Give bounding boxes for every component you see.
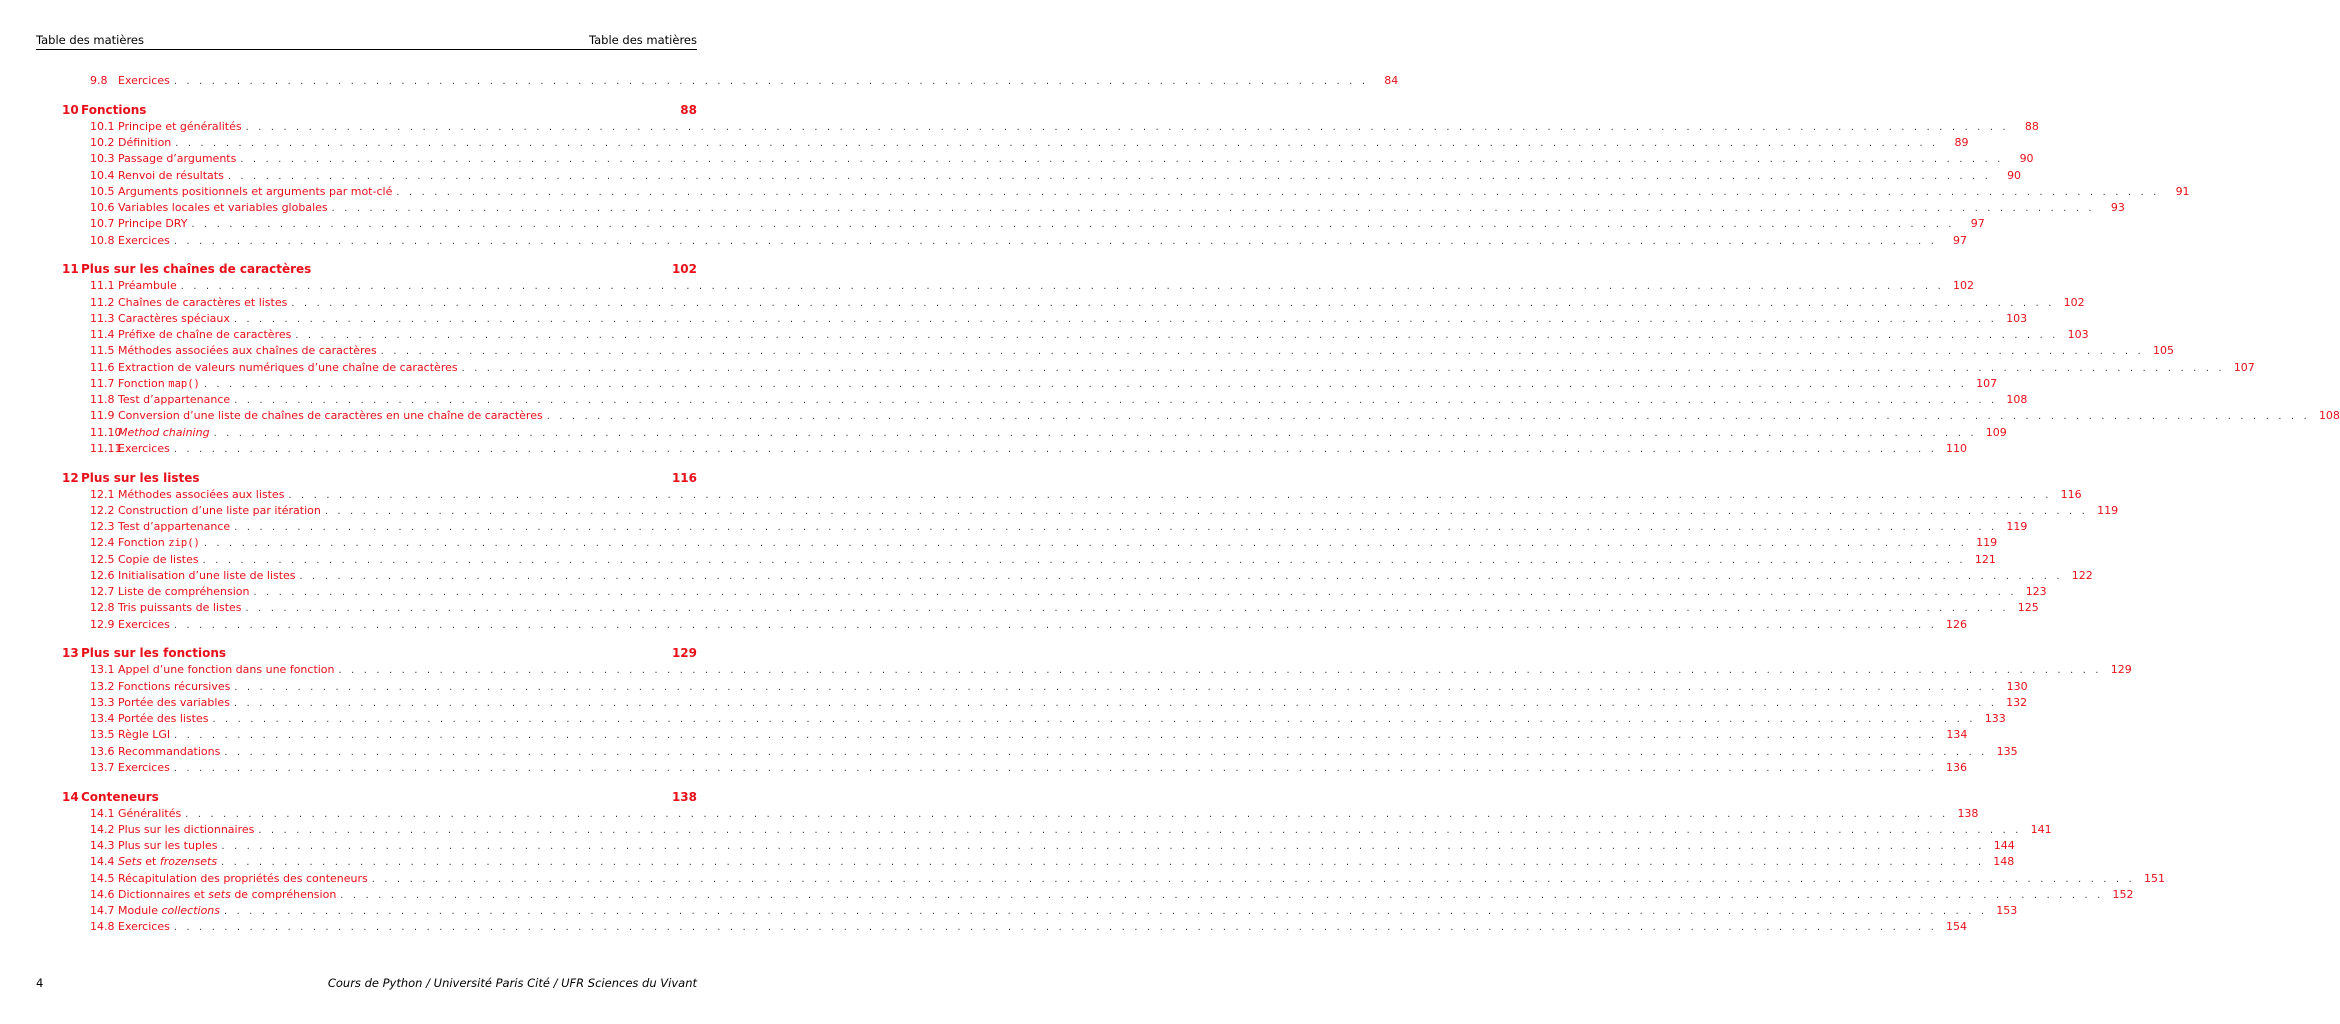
- toc-entry[interactable]: [62, 392, 2028, 408]
- toc-entry[interactable]: [62, 360, 2255, 376]
- toc-entry-page: 123: [2025, 585, 2047, 598]
- toc-leader-dots: . . . . . . . . . . . . . . . . . . . . . . . . . . . . . . . . . . . . . . . . . . . . . . . . . . . . . . . . . . . . . . . . . . . . . . . . . . . . . . . . . . . . . . . . . . . . . . . . . . . . . . . . . . . . . . . . . . . . . . . . . . . . . . . . . . . . . . . . . . . .: [245, 121, 2009, 133]
- toc-entry-number: 12.5: [90, 552, 115, 566]
- toc-entry-title-text: Principe et généralités: [118, 119, 242, 133]
- toc-entry-number: 13.6: [90, 744, 115, 758]
- toc-leader-dots: . . . . . . . . . . . . . . . . . . . . . . . . . . . . . . . . . . . . . . . . . . . . . . . . . . . . . . . . . . . . . . . . . . . . . . . . . . . . . . . . . . . . . . . . . . . . . . . . . . . . . . . . . . . . . . . . . . . . . . . . . . . . . . . . . . . . . . . . . . . .: [173, 619, 1938, 631]
- toc-entry-title: [118, 376, 200, 392]
- toc-leader-dots: . . . . . . . . . . . . . . . . . . . . . . . . . . . . . . . . . . . . . . . . . . . . . . . . . . . . . . . . . . . . . . . . . . . . . . . . . . . . . . . . . . . . . . . . . . . . . . . . . . . . . . . . . . . . . . . . . . . . . . . . . . . . . . . . . . . . . . . . . . . .: [331, 203, 2095, 214]
- toc-entry-title-text: Copie de listes: [118, 552, 199, 566]
- toc-leader-dots: . . . . . . . . . . . . . . . . . . . . . . . . . . . . . . . . . . . . . . . . . . . . . . . . . . . . . . . . . . . . . . . . . . . . . . . . . . . . . . . . . . . . . . . . . . . . . . . . . . . . . . . . . . . . . . . . . . . . . . . . . . . . . . . . . . . . . . . . . . . .: [461, 362, 2225, 374]
- toc-leader-dots: . . . . . . . . . . . . . . . . . . . . . . . . . . . . . . . . . . . . . . . . . . . . . . . . . . . . . . . . . . . . . . . . . . . . . . . . . . . . . . . . . . . . . . . . . . . . . . . . . . . . . . . . . . . . . . . . . . . . . . . . . . . . . . . . . . . . . . . . . . . .: [258, 824, 2022, 836]
- toc-leader-dots: . . . . . . . . . . . . . . . . . . . . . . . . . . . . . . . . . . . . . . . . . . . . . . . . . . . . . . . . . . . . . . . . . . . . . . . . . . . . . . . . . . . . . . . . . . . . . . . . . . . . . . . . . . . . . . . . . . . . . . . . . . . . . . . . . . . . . . . . . . . .: [245, 603, 2009, 615]
- toc-chapter-title: Plus sur les listes: [81, 470, 200, 485]
- toc-entry-title: [118, 441, 170, 457]
- toc-entry-title-text: Test d’appartenance: [118, 393, 231, 406]
- toc-leader-dots: . . . . . . . . . . . . . . . . . . . . . . . . . . . . . . . . . . . . . . . . . . . . . . . . . . . . . . . . . . . . . . . . . . . . . . . . . . . . . . . . . . . . . . . . . . . . . . . . . . . . . . . . . . . . . . . . . . . . . . . . . . . . . . . . . . . . . . . . . . . .: [180, 281, 1944, 293]
- toc-entry-page: 90: [2007, 168, 2022, 182]
- toc-entry-title: [118, 535, 200, 551]
- toc-leader-dots: . . . . . . . . . . . . . . . . . . . . . . . . . . . . . . . . . . . . . . . . . . . . . . . . . . . . . . . . . . . . . . . . . . . . . . . . . . . . . . . . . . . . . . . . . . . . . . . . . . . . . . . . . . . . . . . . . . . . . . . . . . . . . . . . . . . . . . . . . . . .: [221, 841, 1985, 852]
- toc-leader-dots: . . . . . . . . . . . . . . . . . . . . . . . . . . . . . . . . . . . . . . . . . . . . . . . . . . . . . . . . . . . . . . . . . . . . . . . . . . . . . . . . . . . . . . . . . . . . . . . . . . . . . . . . . . . . . . . . . . . . . . . . . . . . . . . . . . . . . . . . . . . .: [175, 138, 1939, 149]
- toc-entry-title-text: Portée des listes: [118, 712, 209, 725]
- toc-entry[interactable]: [62, 695, 2028, 711]
- toc-entry-page: 102: [1952, 279, 1974, 293]
- toc-leader-dots: . . . . . . . . . . . . . . . . . . . . . . . . . . . . . . . . . . . . . . . . . . . . . . . . . . . . . . . . . . . . . . . . . . . . . . . . . . . . . . . . . . . . . . . . . . . . . . . . . . . . . . . . . . . . . . . . . . . . . . . . . . . . . . . . . . . . . . . . . . . .: [224, 746, 1988, 758]
- toc-leader-dots: . . . . . . . . . . . . . . . . . . . . . . . . . . . . . . . . . . . . . . . . . . . . . . . . . . . . . . . . . . . . . . . . . . . . . . . . . . . . . . . . . . . . . . . . . . . . . . . . . . . . . . . . . . . . . . . . . . . . . . . . . . . . . . . . . . . . . . . . . . . .: [173, 922, 1938, 934]
- toc-leader-dots: . . . . . . . . . . . . . . . . . . . . . . . . . . . . . . . . . . . . . . . . . . . . . . . . . . . . . . . . . . . . . . . . . . . . . . . . . . . . . . . . . . . . . . . . . . . . . . . . . . . . . . . . . . . . . . . . . . . . . . . . . . . . . . . . . . . . . . . . . . . .: [324, 505, 2089, 517]
- toc-entry-title-text: Passage d’arguments: [118, 152, 237, 166]
- toc-entry-title-text: Fonction: [118, 536, 169, 550]
- toc-entry-number: 13.5: [90, 728, 115, 742]
- toc-entry-page: 103: [2067, 328, 2089, 341]
- toc-entry-title-text: Méthodes associées aux listes: [118, 487, 285, 501]
- toc-entry-title: [118, 552, 199, 568]
- toc-entry-title: [118, 392, 230, 408]
- toc-chapter-title: Plus sur les fonctions: [81, 646, 227, 661]
- toc-entry-number: 10.8: [90, 233, 115, 247]
- toc-entry-page: 122: [2071, 568, 2093, 582]
- toc-entry[interactable]: [62, 278, 1974, 294]
- toc-entry-title-text: Exercices: [118, 441, 170, 455]
- toc-chapter-page: 116: [671, 470, 697, 485]
- toc-entry-page: 84: [1384, 74, 1399, 87]
- toc-leader-dots: . . . . . . . . . . . . . . . . . . . . . . . . . . . . . . . . . . . . . . . . . . . . . . . . . . . . . . . . . . . . . . . . . . . . . . . . . . . . . . . . . . . . . . . . . . . . . . . . . . . . . . . . . . . . . . . . . . . . . . . . . . . . . . . . . . . . . . . . . . . .: [295, 330, 2059, 341]
- toc-entry-page: 134: [1946, 728, 1968, 742]
- toc-entry-number: 12.1: [90, 487, 115, 501]
- toc-entry-number: 11.10: [90, 425, 122, 439]
- toc-entry-title: [118, 919, 170, 935]
- toc-leader-dots: . . . . . . . . . . . . . . . . . . . . . . . . . . . . . . . . . . . . . . . . . . . . . . . . . . . . . . . . . . . . . . . . . . . . . . . . . . . . . . . . . . . . . . . . . . . . . . . . . . . . . . . . . . . . . . . . . . . . . . . . . . . . . . . . . . . . . . . . . . . .: [240, 154, 2004, 166]
- toc-entry-page: 129: [2110, 663, 2132, 677]
- toc-entry-title: [118, 200, 328, 216]
- toc-entry-page: 148: [1993, 855, 2015, 869]
- toc-entry-page: 119: [1976, 536, 1998, 550]
- toc-entry-title-text: Conversion d’une liste de chaînes de caractères en une chaîne de caractères: [118, 409, 543, 423]
- toc-entry-page: 121: [1974, 552, 1996, 566]
- toc-entry-title-text: Caractères spéciaux: [118, 311, 230, 325]
- toc-entry-number: 14.3: [90, 839, 115, 852]
- toc-chapter-number: 12: [62, 470, 79, 485]
- toc-entry-title: [118, 838, 217, 854]
- toc-entry[interactable]: [62, 662, 2132, 678]
- toc-entry-title: [118, 311, 230, 327]
- toc-entry-number: 12.4: [90, 536, 115, 550]
- toc-entry-title: [118, 568, 296, 584]
- toc-entry-page: 110: [1946, 441, 1968, 455]
- toc-leader-dots: . . . . . . . . . . . . . . . . . . . . . . . . . . . . . . . . . . . . . . . . . . . . . . . . . . . . . . . . . . . . . . . . . . . . . . . . . . . . . . . . . . . . . . . . . . . . . . . . . . . . . . . . . . . . . . . . . . . . . . . . . . . . . . . . . . . . . . . . . . . .: [203, 538, 1968, 550]
- toc-entry-title-text: Préambule: [118, 279, 177, 293]
- toc-entry[interactable]: [62, 519, 2028, 535]
- toc-entry-number: 11.2: [90, 295, 115, 309]
- toc-entry-page: 119: [2097, 503, 2119, 517]
- toc-entry[interactable]: [62, 487, 2082, 503]
- toc-entry-page: 93: [2110, 201, 2125, 214]
- toc-entry-page: 154: [1946, 920, 1968, 934]
- footer-page-number: 4: [36, 976, 44, 990]
- toc-entry-title: [118, 662, 335, 678]
- toc-entry-title: [118, 711, 208, 727]
- toc-entry-number: 12.2: [90, 503, 115, 517]
- toc-leader-dots: . . . . . . . . . . . . . . . . . . . . . . . . . . . . . . . . . . . . . . . . . . . . . . . . . . . . . . . . . . . . . . . . . . . . . . . . . . . . . . . . . . . . . . . . . . . . . . . . . . . . . . . . . . . . . . . . . . . . . . . . . . . . . . . . . . . . . . . . . . . .: [234, 681, 1998, 693]
- toc-leader-dots: . . . . . . . . . . . . . . . . . . . . . . . . . . . . . . . . . . . . . . . . . . . . . . . . . . . . . . . . . . . . . . . . . . . . . . . . . . . . . . . . . . . . . . . . . . . . . . . . . . . . . . . . . . . . . . . . . . . . . . . . . . . . . . . . . . . . . . . . . . . .: [174, 730, 1938, 742]
- toc-entry-page: 103: [2006, 311, 2028, 325]
- toc-entry[interactable]: [62, 327, 2089, 343]
- toc-entry-number: 14.7: [90, 904, 115, 917]
- toc-entry-number: 12.6: [90, 568, 115, 582]
- toc-entry-title: [118, 408, 543, 424]
- toc-entry-number: 14.2: [90, 822, 115, 836]
- toc-entry-title: [118, 487, 284, 503]
- toc-entry[interactable]: [62, 408, 2340, 424]
- toc-entry-title: [118, 327, 291, 343]
- toc-chapter-page: 138: [671, 789, 697, 804]
- toc-leader-dots: . . . . . . . . . . . . . . . . . . . . . . . . . . . . . . . . . . . . . . . . . . . . . . . . . . . . . . . . . . . . . . . . . . . . . . . . . . . . . . . . . . . . . . . . . . . . . . . . . . . . . . . . . . . . . . . . . . . . . . . . . . . . . . . . . . . . . . . . . . . .: [371, 873, 2135, 885]
- toc-leader-dots: . . . . . . . . . . . . . . . . . . . . . . . . . . . . . . . . . . . . . . . . . . . . . . . . . . . . . . . . . . . . . . . . . . . . . . . . . . . . . . . . . . . . . . . . . . . . . . . . . . . . . . . . . . . . . . . . . . . . . . . . . . . . . . . . . . . . . . . . . . . .: [202, 554, 1966, 566]
- toc-entry-title-text: Fonction: [118, 376, 169, 390]
- toc-leader-dots: . . . . . . . . . . . . . . . . . . . . . . . . . . . . . . . . . . . . . . . . . . . . . . . . . . . . . . . . . . . . . . . . . . . . . . . . . . . . . . . . . . . . . . . . . . . . . . . . . . . . . . . . . . . . . . . . . . . . . . . . . . . . . . . . . . . . . . . . . . . .: [338, 665, 2102, 677]
- toc-entry-title: [118, 584, 249, 600]
- toc-entry[interactable]: [62, 744, 2018, 760]
- toc-entry-page: 88: [2024, 119, 2039, 133]
- toc-entry-page: 116: [2060, 487, 2082, 501]
- toc-leader-dots: . . . . . . . . . . . . . . . . . . . . . . . . . . . . . . . . . . . . . . . . . . . . . . . . . . . . . . . . . . . . . . . . . . . . . . . . . . . . . . . . . . . . . . . . . . . . . . . . . . . . . . . . . . . . . . . . . . . . . . . . . . . . . . . . . . . . . . . . . . . .: [191, 219, 1955, 231]
- toc-entry-page: 91: [2175, 184, 2190, 198]
- toc-entry-number: 11.8: [90, 393, 115, 406]
- toc-entry[interactable]: [62, 233, 1968, 249]
- toc-entry-page: 108: [2318, 409, 2340, 423]
- toc-entry[interactable]: [62, 617, 1968, 633]
- toc-entry-title-text: Variables locales et variables globales: [118, 201, 328, 214]
- toc-entry-page: 89: [1954, 136, 1969, 149]
- toc-entry-number: 14.6: [90, 887, 115, 901]
- toc-entry-title-text: Exercices: [118, 233, 170, 247]
- toc-chapter-title: Plus sur les chaînes de caractères: [81, 262, 312, 277]
- toc-chapter-page: 129: [671, 646, 697, 661]
- toc-entry-title-text: Préfixe de chaîne de caractères: [118, 328, 292, 341]
- toc-entry-number: 11.1: [90, 279, 115, 293]
- toc-entry[interactable]: [62, 425, 2007, 441]
- toc-leader-dots: . . . . . . . . . . . . . . . . . . . . . . . . . . . . . . . . . . . . . . . . . . . . . . . . . . . . . . . . . . . . . . . . . . . . . . . . . . . . . . . . . . . . . . . . . . . . . . . . . . . . . . . . . . . . . . . . . . . . . . . . . . . . . . . . . . . . . . . . . . . .: [203, 378, 1968, 390]
- toc-entry-title-text: Exercices: [118, 920, 170, 934]
- toc-entry-title-text: Initialisation d’une liste de listes: [118, 568, 296, 582]
- toc-entry-number: 12.3: [90, 520, 115, 533]
- toc-entry[interactable]: [62, 568, 2093, 584]
- toc-entry[interactable]: [62, 135, 1969, 151]
- toc-leader-dots: . . . . . . . . . . . . . . . . . . . . . . . . . . . . . . . . . . . . . . . . . . . . . . . . . . . . . . . . . . . . . . . . . . . . . . . . . . . . . . . . . . . . . . . . . . . . . . . . . . . . . . . . . . . . . . . . . . . . . . . . . . . . . . . . . . . . . . . . . . . .: [173, 443, 1938, 455]
- toc-entry[interactable]: [62, 806, 1979, 822]
- toc-entry-title-text: Renvoi de résultats: [118, 168, 224, 182]
- toc-entry-number: 11.5: [90, 344, 115, 358]
- toc-entry-title: [118, 617, 170, 633]
- toc-entry-page: 105: [2152, 344, 2174, 358]
- toc-entry-number: 12.9: [90, 617, 115, 631]
- toc-chapter[interactable]: [62, 789, 697, 806]
- toc-entry-title-text: Method chaining: [118, 425, 210, 439]
- toc-entry-title-text: Arguments positionnels et arguments par mot-clé: [118, 184, 393, 198]
- toc-entry-title: [118, 695, 230, 711]
- toc-entry-title: [118, 425, 210, 441]
- toc-entry-number: 10.3: [90, 152, 115, 166]
- toc-entry-title-text: Méthodes associées aux chaînes de caractères: [118, 344, 377, 358]
- toc-chapter-number: 14: [62, 789, 79, 804]
- footer-course-title: Cours de Python / Université Paris Cité / UFR Sciences du Vivant: [327, 976, 697, 990]
- toc-entry-title: [118, 216, 187, 232]
- toc-entry-page: 141: [2030, 822, 2052, 836]
- toc-entry-page: 107: [2233, 360, 2255, 374]
- toc-entry-number: 11.3: [90, 311, 115, 325]
- toc-entry-number: 10.4: [90, 168, 115, 182]
- toc-entry-number: 10.2: [90, 136, 115, 149]
- toc-leader-dots: . . . . . . . . . . . . . . . . . . . . . . . . . . . . . . . . . . . . . . . . . . . . . . . . . . . . . . . . . . . . . . . . . . . . . . . . . . . . . . . . . . . . . . . . . . . . . . . . . . . . . . . . . . . . . . . . . . . . . . . . . . . . . . . . . . . . . . . . . . . .: [291, 297, 2055, 309]
- toc-entry-title: [118, 151, 236, 167]
- toc-entry-page: 138: [1957, 806, 1979, 820]
- toc-entry-title-text: Fonctions récursives: [118, 679, 231, 693]
- toc-entry[interactable]: [62, 887, 2134, 903]
- toc-entry-number: 9.8: [90, 74, 108, 87]
- toc-entry-title-text: Principe DRY: [118, 217, 188, 231]
- toc-entry-title-text: Récapitulation des propriétés des conteneurs: [118, 871, 368, 885]
- toc-entry-number: 10.1: [90, 119, 115, 133]
- toc-entry-title-part: Module: [118, 904, 162, 917]
- toc-chapter-number: 13: [62, 646, 79, 661]
- toc-leader-dots: . . . . . . . . . . . . . . . . . . . . . . . . . . . . . . . . . . . . . . . . . . . . . . . . . . . . . . . . . . . . . . . . . . . . . . . . . . . . . . . . . . . . . . . . . . . . . . . . . . . . . . . . . . . . . . . . . . . . . . . . . . . . . . . . . . . . . . . . . . . .: [546, 411, 2310, 423]
- toc-entry[interactable]: [62, 200, 2125, 216]
- toc-entry[interactable]: [62, 822, 2052, 838]
- toc-leader-dots: . . . . . . . . . . . . . . . . . . . . . . . . . . . . . . . . . . . . . . . . . . . . . . . . . . . . . . . . . . . . . . . . . . . . . . . . . . . . . . . . . . . . . . . . . . . . . . . . . . . . . . . . . . . . . . . . . . . . . . . . . . . . . . . . . . . . . . . . . . . .: [234, 522, 1998, 533]
- toc-entry-title: [118, 871, 368, 887]
- toc-entry-title-text: Construction d’une liste par itération: [118, 503, 321, 517]
- toc-entry[interactable]: [62, 919, 1968, 935]
- toc-entry-page: 108: [2006, 393, 2028, 406]
- toc-entry-number: 10.7: [90, 217, 115, 231]
- toc-entry-number: 13.7: [90, 760, 115, 774]
- toc-leader-dots: . . . . . . . . . . . . . . . . . . . . . . . . . . . . . . . . . . . . . . . . . . . . . . . . . . . . . . . . . . . . . . . . . . . . . . . . . . . . . . . . . . . . . . . . . . . . . . . . . . . . . . . . . . . . . . . . . . . . . . . . . . . . . . . . . . . . . . . . . . . .: [185, 808, 1949, 820]
- toc-entry-title: [118, 503, 321, 519]
- toc-entry-title-text: Appel d’une fonction dans une fonction: [118, 663, 335, 677]
- toc-entry-page: 102: [2063, 295, 2085, 309]
- toc-chapter-page: 102: [671, 262, 697, 277]
- toc-entry-title: [118, 854, 217, 870]
- toc-entry-page: 119: [2006, 520, 2028, 533]
- toc-entry[interactable]: [62, 760, 1968, 776]
- toc-entry-page: 130: [2006, 679, 2028, 693]
- toc-leader-dots: . . . . . . . . . . . . . . . . . . . . . . . . . . . . . . . . . . . . . . . . . . . . . . . . . . . . . . . . . . . . . . . . . . . . . . . . . . . . . . . . . . . . . . . . . . . . . . . . . . . . . . . . . . . . . . . . . . . . . . . . . . . . . . . . . . . . . . . . . . . .: [224, 906, 1988, 917]
- toc-entry-title-text: Exercices: [118, 617, 170, 631]
- toc-entry-title: [118, 887, 336, 903]
- toc-entry-9-8[interactable]: [62, 73, 1399, 89]
- toc-leader-dots: . . . . . . . . . . . . . . . . . . . . . . . . . . . . . . . . . . . . . . . . . . . . . . . . . . . . . . . . . . . . . . . . . . . . . . . . . . . . . . . . . . . . . . . . . . . . . . . . . . . . . . . . . . . . . . . . . . . . . . . . . . . . . . . . . . . . . . . . . . . .: [234, 395, 1998, 406]
- header-right: Table des matières: [589, 33, 697, 47]
- toc-entry-page: 126: [1946, 617, 1968, 631]
- toc-entry[interactable]: [62, 343, 2174, 359]
- toc-entry-title-text: Plus sur les dictionnaires: [118, 822, 255, 836]
- toc-leader-dots: . . . . . . . . . . . . . . . . . . . . . . . . . . . . . . . . . . . . . . . . . . . . . . . . . . . . . . . . . . . . . . . . . . . . . . . . . . . . . . . . . . . . . . . . . . . . . . . . . . . . . . . . . . . . . . . . . . . . . . . . . . . . . . . . . . . . . . . . . . . .: [288, 489, 2052, 501]
- toc-entry-number: 13.3: [90, 695, 115, 709]
- toc-entry[interactable]: [62, 727, 1968, 743]
- toc-entry-number: 14.1: [90, 806, 115, 820]
- toc-entry-title: [118, 806, 181, 822]
- toc-entry-title-part: frozensets: [159, 855, 218, 869]
- toc-chapter-number: 10: [62, 102, 79, 117]
- toc-leader-dots: . . . . . . . . . . . . . . . . . . . . . . . . . . . . . . . . . . . . . . . . . . . . . . . . . . . . . . . . . . . . . . . . . . . . . . . . . . . . . . . . . . . . . . . . . . . . . . . . . . . . . . . . . . . . . . . . . . . . . . . . . . . . . . . . . . . . . . . . . . . .: [173, 762, 1938, 774]
- toc-entry[interactable]: [62, 679, 2028, 695]
- toc-entry-number: 13.4: [90, 712, 115, 725]
- toc-leader-dots: . . . . . . . . . . . . . . . . . . . . . . . . . . . . . . . . . . . . . . . . . . . . . . . . . . . . . . . . . . . . . . . . . . . . . . . . . . . . . . . . . . . . . . . . . . . . . . . . . . . . . . . . . . . . . . . . . . . . . . . . . . . . . . . . . . . . . . . . . . . .: [340, 889, 2104, 901]
- toc-entry-title: [118, 760, 170, 776]
- toc-entry-title: [118, 519, 230, 535]
- toc-entry-title-text: Chaînes de caractères et listes: [118, 295, 288, 309]
- toc-entry-page: 153: [1996, 904, 2018, 917]
- toc-chapter-title: Fonctions: [81, 102, 147, 117]
- toc-entry-title: [118, 679, 230, 695]
- toc-chapter[interactable]: [62, 645, 697, 662]
- toc-entry-page: 135: [1996, 744, 2018, 758]
- toc-entry-title-text: Plus sur les tuples: [118, 839, 218, 852]
- toc-leader-dots: . . . . . . . . . . . . . . . . . . . . . . . . . . . . . . . . . . . . . . . . . . . . . . . . . . . . . . . . . . . . . . . . . . . . . . . . . . . . . . . . . . . . . . . . . . . . . . . . . . . . . . . . . . . . . . . . . . . . . . . . . . . . . . . . . . . . . . . . . . . .: [227, 170, 1992, 182]
- toc-chapter[interactable]: [62, 470, 697, 487]
- toc-entry[interactable]: [62, 503, 2119, 519]
- toc-entry-title: [118, 295, 287, 311]
- toc-entry-title: [118, 233, 170, 249]
- toc-entry-number: 10.6: [90, 201, 115, 214]
- toc-entry-title: [118, 343, 377, 359]
- toc-entry-page: 133: [1984, 712, 2006, 725]
- toc-entry-title: [118, 727, 170, 743]
- toc-entry-page: 107: [1976, 376, 1998, 390]
- toc-entry[interactable]: [62, 711, 2006, 727]
- toc-entry-page: 125: [2017, 601, 2039, 615]
- toc-entry-page: 109: [1985, 425, 2007, 439]
- toc-entry-page: 97: [1953, 233, 1968, 247]
- toc-entry[interactable]: [62, 584, 2047, 600]
- toc-entry-title: Exercices: [118, 74, 170, 87]
- toc-entry-title-part: et: [141, 855, 160, 869]
- toc-entry-title: [118, 168, 224, 184]
- toc-entry-title-part: Sets: [118, 855, 142, 869]
- toc-entry-title: [118, 184, 392, 200]
- toc-entry-title: [118, 600, 242, 616]
- toc-leader-dots: . . . . . . . . . . . . . . . . . . . . . . . . . . . . . . . . . . . . . . . . . . . . . . . . . . . . . . . . . . . . . . . . . . . . . . . . . . . . . . . . . . . . . . . . . . . . . . . . . . . . . . . . . . . . . . . . . . . . . . . . . . . . . . . . . . . . . . . . . . . .: [233, 313, 1998, 325]
- toc-entry[interactable]: [62, 119, 2039, 135]
- toc-entry-title: [118, 135, 171, 151]
- toc-entry-title-text: Recommandations: [118, 744, 221, 758]
- toc-leader-dots: . . . . . . . . . . . . . . . . . . . . . . . . . . . . . . . . . . . . . . . . . . . . . . . . . . . . . . . . . . . . . . . . . . . . . . . . . . . . . . . . . . . . . . . . . . . . . . . . . . . . . . . . . . . . . . . . . . . . . . . . . . . . . . . . . . . . . . . . . . . .: [380, 346, 2144, 358]
- header-rule: [36, 49, 697, 50]
- toc-entry-code: map(): [168, 377, 200, 390]
- toc-entry-page: 90: [2019, 152, 2034, 166]
- toc-entry-number: 11.9: [90, 409, 115, 423]
- toc-entry-number: 14.5: [90, 871, 115, 885]
- toc-entry-title: [118, 903, 220, 919]
- toc-entry[interactable]: [62, 168, 2022, 184]
- toc-entry-page: 152: [2112, 887, 2134, 901]
- toc-entry-title: [118, 822, 254, 838]
- toc-chapter-title: Conteneurs: [81, 789, 159, 804]
- toc-entry[interactable]: [62, 295, 2085, 311]
- toc-entry-title-text: Portée des variables: [118, 695, 230, 709]
- toc-entry-title-text: Définition: [118, 136, 172, 149]
- toc-entry-title-text: Exercices: [118, 760, 170, 774]
- toc-entry-number: 11.7: [90, 376, 115, 390]
- toc-leader-dots: . . . . . . . . . . . . . . . . . . . . . . . . . . . . . . . . . . . . . . . . . . . . . . . . . . . . . . . . . . . . . . . . . . . . . . . . . . . . . . . . . . . . . . . . . . . . . . . . . . . . . . . . . . . . . . . . . . . . . . . . . . . . . . . . . . . . . . . . . . . .: [396, 186, 2160, 198]
- toc-entry-title: [118, 278, 177, 294]
- toc-entry-page: 132: [2006, 695, 2028, 709]
- toc-entry-title-text: Règle LGI: [118, 728, 171, 742]
- toc-entry-title: [118, 744, 220, 760]
- toc-entry-number: 11.6: [90, 360, 115, 374]
- toc-entry-title-text: Liste de compréhension: [118, 585, 250, 598]
- toc-entry-page: 136: [1946, 760, 1968, 774]
- toc-entry[interactable]: [62, 535, 1998, 551]
- toc-entry-number: 11.4: [90, 328, 115, 341]
- toc-entry[interactable]: [62, 151, 2034, 167]
- toc-entry-number: 11.11: [90, 441, 122, 455]
- toc-chapter-page: 88: [680, 102, 697, 117]
- toc-leader-dots: . . . . . . . . . . . . . . . . . . . . . . . . . . . . . . . . . . . . . . . . . . . . . . . . . . . . . . . . . . . . . . . . . . . . . . . . . . . . . . . . . . . . . . . . . . . . . . .: [173, 76, 1369, 87]
- toc-entry-title-part: sets: [208, 887, 231, 901]
- toc-entry[interactable]: [62, 854, 2015, 870]
- toc-entry-code: zip(): [168, 537, 200, 550]
- toc-entry[interactable]: [62, 376, 1998, 392]
- table-of-contents: [62, 73, 2340, 936]
- toc-entry-number: 12.8: [90, 601, 115, 615]
- toc-entry[interactable]: [62, 552, 1996, 568]
- toc-entry-title-part: de compréhension: [230, 887, 337, 901]
- toc-entry[interactable]: [62, 600, 2039, 616]
- toc-entry-title-part: collections: [161, 904, 221, 917]
- toc-entry-title-part: Dictionnaires et: [118, 887, 209, 901]
- toc-leader-dots: . . . . . . . . . . . . . . . . . . . . . . . . . . . . . . . . . . . . . . . . . . . . . . . . . . . . . . . . . . . . . . . . . . . . . . . . . . . . . . . . . . . . . . . . . . . . . . . . . . . . . . . . . . . . . . . . . . . . . . . . . . . . . . . . . . . . . . . . . . . .: [212, 714, 1976, 725]
- toc-entry-title-text: Tris puissants de listes: [118, 601, 242, 615]
- toc-entry-title: [118, 360, 458, 376]
- toc-entry-title-text: Test d’appartenance: [118, 520, 231, 533]
- toc-entry-page: 97: [1970, 217, 1985, 231]
- toc-entry-page: 151: [2144, 871, 2165, 885]
- toc-entry[interactable]: [62, 441, 1968, 457]
- toc-entry[interactable]: [62, 871, 2165, 887]
- toc-leader-dots: . . . . . . . . . . . . . . . . . . . . . . . . . . . . . . . . . . . . . . . . . . . . . . . . . . . . . . . . . . . . . . . . . . . . . . . . . . . . . . . . . . . . . . . . . . . . . . . . . . . . . . . . . . . . . . . . . . . . . . . . . . . . . . . . . . . . . . . . . . . .: [253, 587, 2017, 598]
- toc-entry[interactable]: [62, 216, 1985, 232]
- toc-leader-dots: . . . . . . . . . . . . . . . . . . . . . . . . . . . . . . . . . . . . . . . . . . . . . . . . . . . . . . . . . . . . . . . . . . . . . . . . . . . . . . . . . . . . . . . . . . . . . . . . . . . . . . . . . . . . . . . . . . . . . . . . . . . . . . . . . . . . . . . . . . . .: [173, 235, 1938, 247]
- toc-chapter[interactable]: [62, 261, 697, 278]
- toc-entry-number: 10.5: [90, 184, 115, 198]
- toc-leader-dots: . . . . . . . . . . . . . . . . . . . . . . . . . . . . . . . . . . . . . . . . . . . . . . . . . . . . . . . . . . . . . . . . . . . . . . . . . . . . . . . . . . . . . . . . . . . . . . . . . . . . . . . . . . . . . . . . . . . . . . . . . . . . . . . . . . . . . . . . . . . .: [233, 697, 1998, 709]
- toc-entry[interactable]: [62, 184, 2190, 200]
- toc-entry-page: 144: [1993, 839, 2015, 852]
- toc-leader-dots: . . . . . . . . . . . . . . . . . . . . . . . . . . . . . . . . . . . . . . . . . . . . . . . . . . . . . . . . . . . . . . . . . . . . . . . . . . . . . . . . . . . . . . . . . . . . . . . . . . . . . . . . . . . . . . . . . . . . . . . . . . . . . . . . . . . . . . . . . . . .: [221, 857, 1985, 869]
- toc-chapter-number: 11: [62, 262, 79, 277]
- toc-entry[interactable]: [62, 311, 2028, 327]
- toc-entry-number: 13.2: [90, 679, 115, 693]
- toc-entry-number: 13.1: [90, 663, 115, 677]
- header-left: Table des matières: [36, 33, 144, 47]
- toc-entry-number: 14.4: [90, 855, 115, 869]
- toc-entry-number: 14.8: [90, 920, 115, 934]
- toc-leader-dots: . . . . . . . . . . . . . . . . . . . . . . . . . . . . . . . . . . . . . . . . . . . . . . . . . . . . . . . . . . . . . . . . . . . . . . . . . . . . . . . . . . . . . . . . . . . . . . . . . . . . . . . . . . . . . . . . . . . . . . . . . . . . . . . . . . . . . . . . . . . .: [213, 427, 1977, 439]
- toc-entry[interactable]: [62, 838, 2015, 854]
- toc-chapter[interactable]: [62, 102, 697, 119]
- toc-entry-number: 12.7: [90, 585, 115, 598]
- toc-entry[interactable]: [62, 903, 2018, 919]
- toc-leader-dots: . . . . . . . . . . . . . . . . . . . . . . . . . . . . . . . . . . . . . . . . . . . . . . . . . . . . . . . . . . . . . . . . . . . . . . . . . . . . . . . . . . . . . . . . . . . . . . . . . . . . . . . . . . . . . . . . . . . . . . . . . . . . . . . . . . . . . . . . . . . .: [299, 570, 2063, 582]
- toc-entry-title: [118, 119, 242, 135]
- toc-entry-title-text: Généralités: [118, 806, 182, 820]
- toc-entry-title-text: Extraction de valeurs numériques d’une chaîne de caractères: [118, 360, 458, 374]
